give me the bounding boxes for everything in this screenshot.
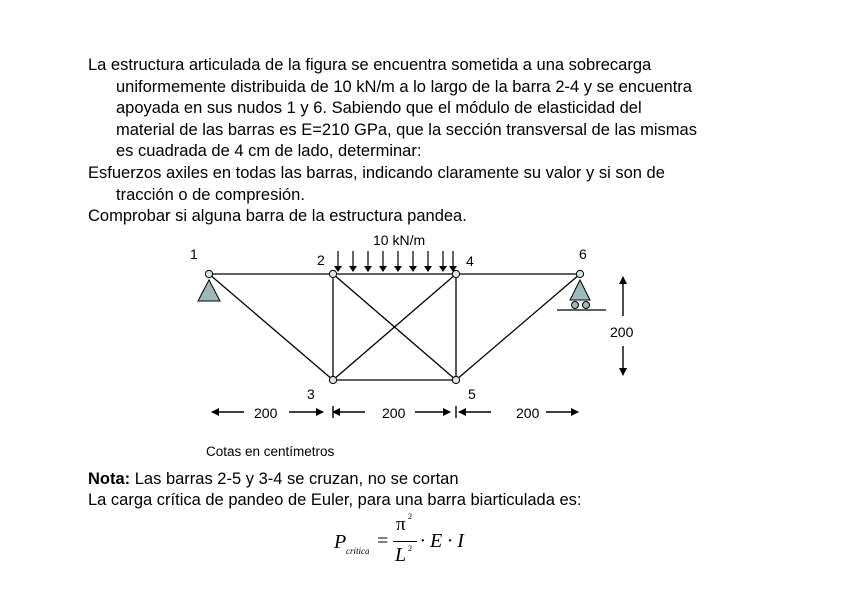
- node-label-4: 4: [466, 253, 474, 269]
- formula-EI: · E · I: [420, 530, 464, 552]
- task-line: Esfuerzos axiles en todas las barras, indicando claramente su valor y si son de: [88, 164, 665, 182]
- bar-5-6: [456, 274, 580, 380]
- statement-line: es cuadrada de 4 cm de lado, determinar:: [116, 142, 422, 161]
- dim-right-label: 200: [516, 405, 540, 421]
- node-label-2: 2: [317, 252, 325, 268]
- statement-line: apoyada en sus nudos 1 y 6. Sabiendo que el módulo de elasticidad del: [116, 99, 642, 118]
- statement-line: material de las barras es E=210 GPa, que la sección transversal de las mismas: [116, 120, 697, 139]
- task-line: tracción o de compresión.: [116, 185, 305, 204]
- pin-support-1: [198, 280, 220, 301]
- euler-intro: La carga crítica de pandeo de Euler, para una barra biarticulada es:: [88, 491, 582, 509]
- task-line: Comprobar si alguna barra de la estructura pandea.: [88, 207, 467, 225]
- roller-support-6: [557, 280, 606, 310]
- formula-pi-exponent: 2: [408, 512, 412, 521]
- note-label: Nota:: [88, 470, 131, 488]
- joint-2: [329, 270, 336, 277]
- bar-1-3: [209, 274, 333, 380]
- units-caption: Cotas en centímetros: [206, 444, 335, 459]
- node-label-3: 3: [307, 386, 315, 402]
- joint-5: [452, 376, 459, 383]
- fraction-bar: [393, 541, 417, 542]
- formula-pi: π: [396, 514, 406, 535]
- formula-L-exponent: 2: [408, 544, 412, 553]
- formula-L: L: [395, 544, 407, 566]
- distributed-load: [338, 251, 453, 271]
- formula-P: P: [334, 531, 347, 553]
- euler-formula: [330, 514, 480, 574]
- dim-height-label: 200: [610, 324, 634, 340]
- load-label: 10 kN/m: [373, 232, 426, 248]
- formula-equals: =: [377, 530, 389, 552]
- formula-subscript: crítica: [346, 546, 370, 556]
- note: [88, 469, 459, 491]
- statement-line: uniformemente distribuida de 10 kN/m a lo largo de la barra 2-4 y se encuentra: [116, 77, 692, 96]
- joint-1: [205, 270, 212, 277]
- dim-middle-label: 200: [382, 405, 406, 421]
- node-label-5: 5: [468, 386, 476, 402]
- joint-3: [329, 376, 336, 383]
- statement-line: La estructura articulada de la figura se encuentra sometida a una sobrecarga: [88, 56, 652, 74]
- node-label-1: 1: [190, 246, 198, 262]
- joint-4: [452, 270, 459, 277]
- dim-left-label: 200: [254, 405, 278, 421]
- node-label-6: 6: [579, 246, 587, 262]
- note-text: Las barras 2-5 y 3-4 se cruzan, no se cortan: [130, 470, 459, 488]
- joint-6: [576, 270, 583, 277]
